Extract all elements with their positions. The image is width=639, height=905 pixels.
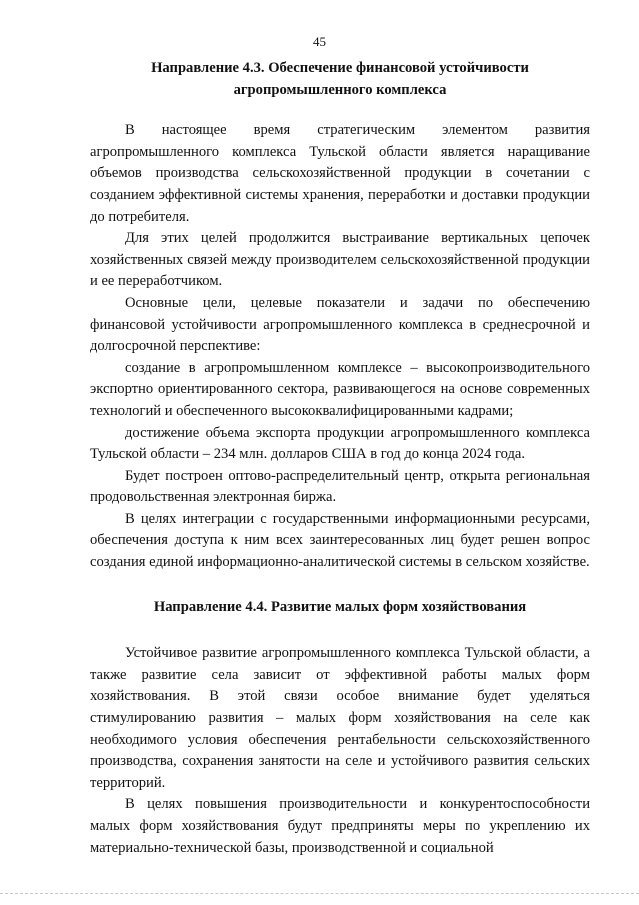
paragraph: Устойчивое развитие агропромышленного комплекса Тульской области, а также развитие села зависит от эффективной работы малых форм хозяйствования. В этой связи особое внимание будет уделяться стимулированию развития – малых форм хозяйствования на селе как необходимого условия обеспечения рентабельности сельскохозяйственного производства, сохранения занятости на селе и устойчивого развития сельских территорий. xyxy=(90,645,590,791)
page-number: 45 xyxy=(313,34,326,49)
paragraph: В целях повышения производительности и конкурентоспособности малых форм хозяйствования будут предприняты меры по укреплению их материально-технической базы, производственной и социальной xyxy=(90,796,590,856)
scan-edge-line xyxy=(0,893,639,894)
section-heading-line: Направление 4.3. Обеспечение финансовой устойчивости xyxy=(151,60,529,76)
paragraph: Для этих целей продолжится выстраивание вертикальных цепочек хозяйственных связей между производителем сельскохозяйственной продукции и ее переработчиком. xyxy=(90,230,590,290)
paragraph: В целях интеграции с государственными информационными ресурсами, обеспечения доступа к ним всех заинтересованных лиц будет решен вопрос создания единой информационно-аналитической системы в сельском хозяйстве. xyxy=(90,510,590,571)
section-heading-line: агропромышленного комплекса xyxy=(233,81,447,98)
document-body xyxy=(90,58,590,859)
paragraph: Основные цели, целевые показатели и задачи по обеспечению финансовой устойчивости агропромышленного комплекса в среднесрочной и долгосрочной перспективе: xyxy=(90,294,590,355)
list-item-paragraph: достижение объема экспорта продукции агропромышленного комплекса Тульской области – 234 млн. долларов США в год до конца 2024 года. xyxy=(90,424,590,463)
list-item-paragraph: создание в агропромышленном комплексе – высокопроизводительного экспортно ориентированного сектора, развивающегося на основе современных технологий и обеспеченного высококвалифицированными кадрами; xyxy=(90,359,590,419)
section-heading-4-3 xyxy=(90,58,590,101)
paragraph: В настоящее время стратегическим элементом развития агропромышленного комплекса Тульской области является наращивание объемов производства сельскохозяйственной продукции в сочетании с созданием эффективной системы хранения, переработки и доставки продукции до потребителя. xyxy=(90,122,590,225)
paragraph: Будет построен оптово-распределительный центр, открыта региональная продовольственная электронная биржа. xyxy=(90,467,590,506)
section-heading-4-4: Направление 4.4. Развитие малых форм хозяйствования xyxy=(153,598,527,615)
